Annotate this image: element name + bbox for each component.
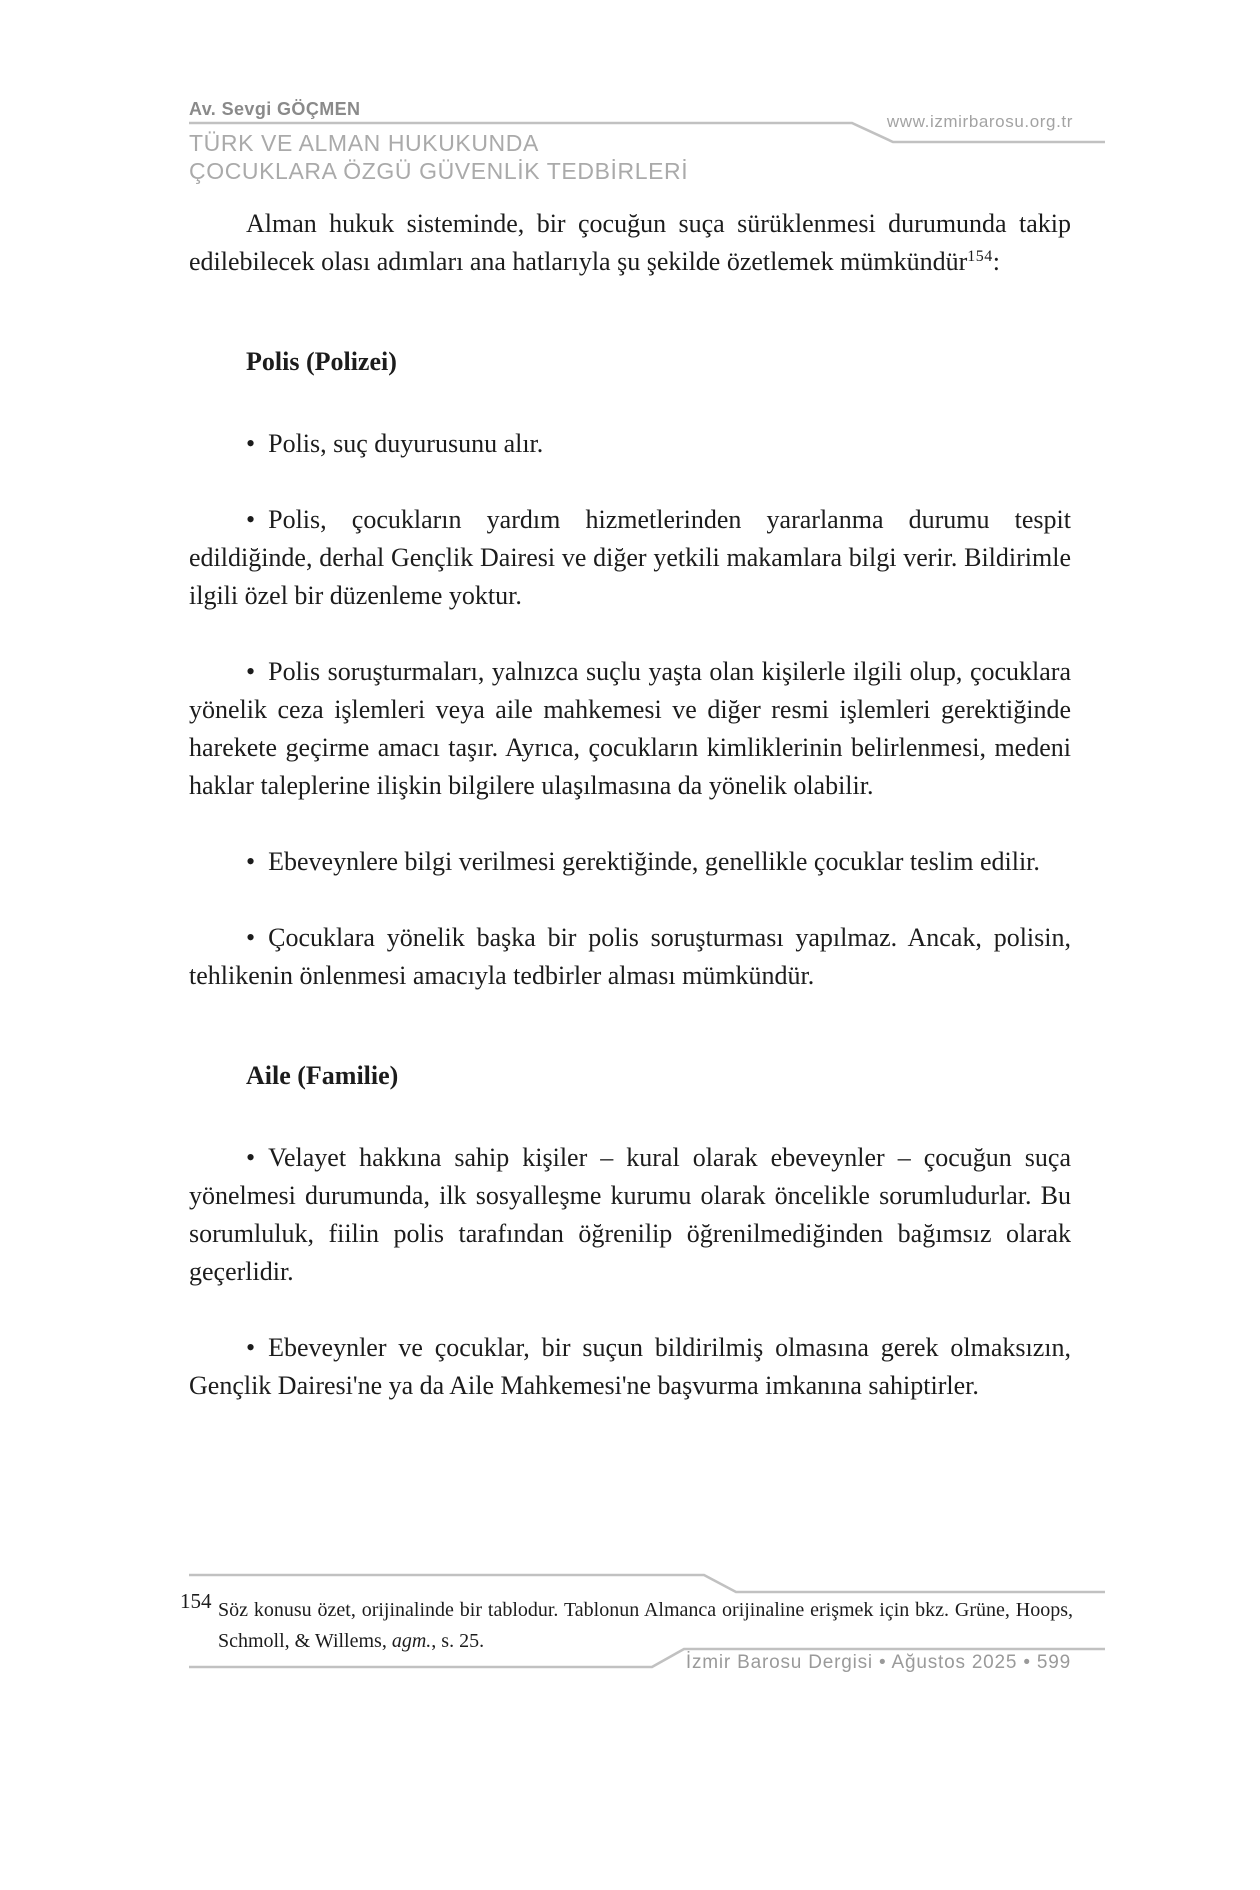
intro-paragraph (189, 205, 1071, 281)
footnote-body: Söz konusu özet, orijinalinde bir tablodur. Tablonun Almanca orijinaline erişmek için bkz. Grüne, Hoops, Schmoll, & Willems, (218, 1599, 1073, 1652)
bullet-glyph: • (246, 429, 256, 458)
section-heading-polis: Polis (Polizei) (246, 347, 397, 376)
bullet-text: Velayet hakkına sahip kişiler – kural olarak ebeveynler – çocuğun suça yönelmesi durumunda, ilk sosyalleşme kurumu olarak öncelikle sorumludurlar. Bu sorumluluk, fiilin polis tarafından öğrenilip öğrenilmediğinden bağımsız olarak geçerlidir. (189, 1143, 1071, 1286)
bullet-text: Çocuklara yönelik başka bir polis soruşturması yapılmaz. Ancak, polisin, tehlikenin önlenmesi amacıyla tedbirler alması mümkündür. (189, 923, 1071, 990)
journal-footer-line: İzmir Barosu Dergisi • Ağustos 2025 • 599 (685, 1652, 1071, 1673)
section-heading-aile: Aile (Familie) (246, 1061, 399, 1090)
bullet-text: Polis, suç duyurusunu alır. (268, 429, 544, 458)
journal-website-url: www.izmirbarosu.org.tr (886, 112, 1073, 131)
bullet-item-aile-2 (189, 1329, 1071, 1405)
bullet-text: Ebeveynlere bilgi verilmesi gerektiğinde, genellikle çocuklar teslim edilir. (268, 847, 1040, 876)
bullet-item-polis-5 (189, 919, 1071, 995)
footnote-reference-154: 154 (967, 248, 993, 265)
document-title (189, 129, 688, 185)
article-body (189, 205, 1071, 1443)
bullet-glyph: • (246, 1143, 256, 1172)
footnote-citation-abbrev: agm. (391, 1630, 432, 1652)
bullet-glyph: • (246, 1333, 256, 1362)
bullet-item-polis-4 (189, 843, 1071, 881)
document-title-line2: ÇOCUKLARA ÖZGÜ GÜVENLİK TEDBİRLERİ (189, 158, 689, 184)
document-title-line1: TÜRK VE ALMAN HUKUKUNDA (189, 130, 539, 156)
author-name: Av. Sevgi GÖÇMEN (189, 99, 361, 119)
bullet-glyph: • (246, 657, 256, 686)
bullet-glyph: • (246, 505, 256, 534)
intro-text: Alman hukuk sisteminde, bir çocuğun suça sürüklenmesi durumunda takip edilebilecek olası adımları ana hatlarıyla şu şekilde özetlemek mümkündür (189, 209, 1071, 276)
bullet-glyph: • (246, 847, 256, 876)
footnote-number: 154 (180, 1589, 212, 1613)
bullet-item-polis-1 (189, 425, 1071, 463)
footnote-separator-line (189, 1575, 1105, 1592)
bullet-text: Polis, çocukların yardım hizmetlerinden yararlanma durumu tespit edildiğinde, derhal Gençlik Dairesi ve diğer yetkili makamlara bilgi verir. Bildirimle ilgili özel bir düzenleme yoktur. (189, 505, 1071, 610)
footnote-text (218, 1595, 1073, 1657)
bullet-item-polis-3 (189, 653, 1071, 805)
bullet-item-aile-1 (189, 1139, 1071, 1291)
footnote-body-end: , s. 25. (431, 1630, 485, 1652)
bullet-text: Ebeveynler ve çocuklar, bir suçun bildirilmiş olmasına gerek olmaksızın, Gençlik Dairesi'ne ya da Aile Mahkemesi'ne başvurma imkanına sahiptirler. (189, 1333, 1071, 1400)
intro-suffix: : (992, 247, 1001, 276)
bullet-text: Polis soruşturmaları, yalnızca suçlu yaşta olan kişilerle ilgili olup, çocuklara yönelik ceza işlemleri veya aile mahkemesi ve diğer resmi işlemleri gerektiğinde harekete geçirme amacı taşır. Ayrıca, çocukların kimliklerinin belirlenmesi, medeni haklar taleplerine ilişkin bilgilere ulaşılmasına da yönelik olabilir. (189, 657, 1071, 800)
bullet-item-polis-2 (189, 501, 1071, 615)
bullet-glyph: • (246, 923, 256, 952)
